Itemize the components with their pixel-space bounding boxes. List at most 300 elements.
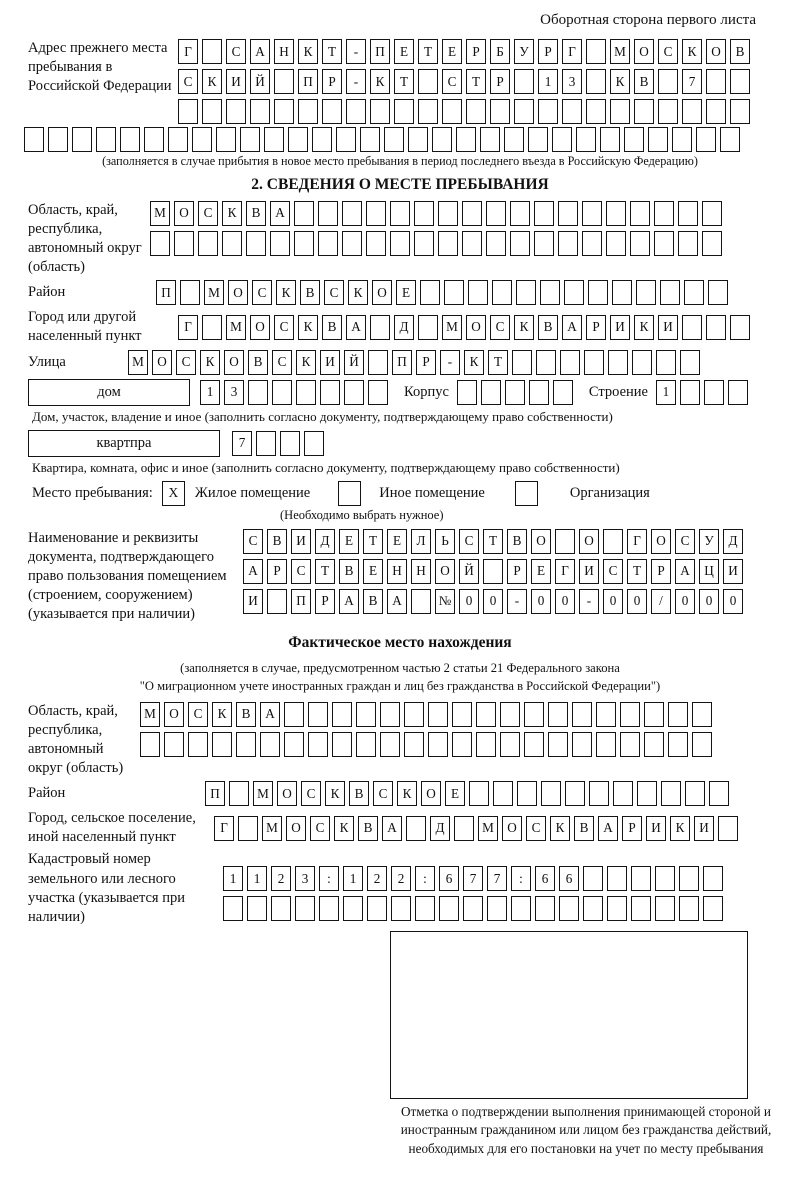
char-cell[interactable]: Д xyxy=(723,529,743,554)
char-cell[interactable] xyxy=(718,816,738,841)
char-cell[interactable]: Е xyxy=(339,529,359,554)
char-cell[interactable]: С xyxy=(658,39,678,64)
char-cell[interactable] xyxy=(510,231,530,256)
char-cell[interactable]: И xyxy=(723,559,743,584)
char-cell[interactable] xyxy=(565,781,585,806)
char-cell[interactable] xyxy=(708,280,728,305)
char-cell[interactable] xyxy=(514,69,534,94)
char-cell[interactable] xyxy=(500,702,520,727)
char-cell[interactable] xyxy=(706,99,726,124)
char-cell[interactable]: Р xyxy=(651,559,671,584)
char-cell[interactable]: И xyxy=(243,589,263,614)
char-cell[interactable] xyxy=(462,201,482,226)
char-cell[interactable] xyxy=(270,231,290,256)
char-cell[interactable]: : xyxy=(319,866,339,891)
char-cell[interactable]: 0 xyxy=(603,589,623,614)
char-cell[interactable] xyxy=(322,99,342,124)
char-cell[interactable]: К xyxy=(202,69,222,94)
char-cell[interactable] xyxy=(692,702,712,727)
char-cell[interactable] xyxy=(250,99,270,124)
char-cell[interactable]: С xyxy=(526,816,546,841)
char-cell[interactable]: Е xyxy=(442,39,462,64)
char-cell[interactable]: А xyxy=(675,559,695,584)
char-cell[interactable]: К xyxy=(334,816,354,841)
char-cell[interactable] xyxy=(294,231,314,256)
char-cell[interactable] xyxy=(342,231,362,256)
char-cell[interactable] xyxy=(672,127,692,152)
char-cell[interactable] xyxy=(730,69,750,94)
char-cell[interactable] xyxy=(318,201,338,226)
char-cell[interactable] xyxy=(661,781,681,806)
char-cell[interactable] xyxy=(613,781,633,806)
char-cell[interactable]: - xyxy=(440,350,460,375)
char-cell[interactable] xyxy=(343,896,363,921)
char-cell[interactable]: Е xyxy=(363,559,383,584)
char-cell[interactable]: Ь xyxy=(435,529,455,554)
char-cell[interactable] xyxy=(454,816,474,841)
char-cell[interactable] xyxy=(678,201,698,226)
char-cell[interactable]: - xyxy=(579,589,599,614)
char-cell[interactable]: С xyxy=(442,69,462,94)
char-cell[interactable]: И xyxy=(579,559,599,584)
char-cell[interactable]: О xyxy=(372,280,392,305)
char-cell[interactable] xyxy=(226,99,246,124)
char-cell[interactable] xyxy=(631,866,651,891)
char-cell[interactable] xyxy=(500,732,520,757)
char-cell[interactable]: 1 xyxy=(223,866,243,891)
char-cell[interactable]: 0 xyxy=(531,589,551,614)
char-cell[interactable]: 3 xyxy=(295,866,315,891)
char-cell[interactable] xyxy=(612,280,632,305)
char-cell[interactable] xyxy=(256,431,276,456)
char-cell[interactable] xyxy=(332,732,352,757)
char-cell[interactable]: Г xyxy=(178,315,198,340)
char-cell[interactable] xyxy=(180,280,200,305)
char-cell[interactable] xyxy=(296,380,316,405)
char-cell[interactable] xyxy=(236,732,256,757)
char-cell[interactable]: И xyxy=(291,529,311,554)
char-cell[interactable] xyxy=(636,280,656,305)
char-cell[interactable] xyxy=(428,702,448,727)
char-cell[interactable]: В xyxy=(300,280,320,305)
char-cell[interactable]: Е xyxy=(387,529,407,554)
char-cell[interactable]: О xyxy=(228,280,248,305)
char-cell[interactable] xyxy=(540,280,560,305)
char-cell[interactable]: - xyxy=(346,39,366,64)
char-cell[interactable]: Б xyxy=(490,39,510,64)
char-cell[interactable] xyxy=(558,231,578,256)
char-cell[interactable] xyxy=(685,781,705,806)
char-cell[interactable]: Т xyxy=(466,69,486,94)
char-cell[interactable] xyxy=(438,201,458,226)
char-cell[interactable] xyxy=(493,781,513,806)
char-cell[interactable] xyxy=(630,201,650,226)
char-cell[interactable] xyxy=(596,732,616,757)
char-cell[interactable] xyxy=(150,231,170,256)
char-cell[interactable]: - xyxy=(507,589,527,614)
char-cell[interactable] xyxy=(248,380,268,405)
char-cell[interactable]: И xyxy=(694,816,714,841)
char-cell[interactable]: М xyxy=(204,280,224,305)
char-cell[interactable]: Д xyxy=(430,816,450,841)
char-cell[interactable] xyxy=(679,896,699,921)
char-cell[interactable] xyxy=(295,896,315,921)
char-cell[interactable] xyxy=(202,39,222,64)
char-cell[interactable]: Р xyxy=(267,559,287,584)
char-cell[interactable] xyxy=(418,69,438,94)
char-cell[interactable]: 7 xyxy=(463,866,483,891)
char-cell[interactable] xyxy=(272,380,292,405)
char-cell[interactable] xyxy=(174,231,194,256)
char-cell[interactable] xyxy=(679,866,699,891)
char-cell[interactable] xyxy=(608,350,628,375)
char-cell[interactable]: В xyxy=(574,816,594,841)
char-cell[interactable]: Р xyxy=(622,816,642,841)
char-cell[interactable] xyxy=(706,69,726,94)
char-cell[interactable]: Т xyxy=(418,39,438,64)
char-cell[interactable] xyxy=(366,201,386,226)
char-cell[interactable] xyxy=(586,99,606,124)
char-cell[interactable]: С xyxy=(226,39,246,64)
char-cell[interactable]: О xyxy=(277,781,297,806)
char-cell[interactable] xyxy=(655,896,675,921)
char-cell[interactable] xyxy=(444,280,464,305)
char-cell[interactable] xyxy=(692,732,712,757)
char-cell[interactable]: В xyxy=(507,529,527,554)
char-cell[interactable]: А xyxy=(339,589,359,614)
char-cell[interactable]: : xyxy=(415,866,435,891)
char-cell[interactable]: О xyxy=(579,529,599,554)
char-cell[interactable]: О xyxy=(466,315,486,340)
char-cell[interactable]: В xyxy=(322,315,342,340)
char-cell[interactable]: В xyxy=(339,559,359,584)
char-cell[interactable]: С xyxy=(675,529,695,554)
char-cell[interactable] xyxy=(366,231,386,256)
char-cell[interactable] xyxy=(706,315,726,340)
char-cell[interactable]: 2 xyxy=(367,866,387,891)
char-cell[interactable] xyxy=(312,127,332,152)
char-cell[interactable] xyxy=(516,280,536,305)
char-cell[interactable]: О xyxy=(435,559,455,584)
char-cell[interactable] xyxy=(606,231,626,256)
char-cell[interactable]: 0 xyxy=(459,589,479,614)
char-cell[interactable]: Н xyxy=(274,39,294,64)
char-cell[interactable] xyxy=(202,315,222,340)
char-cell[interactable]: Г xyxy=(214,816,234,841)
char-cell[interactable] xyxy=(655,866,675,891)
char-cell[interactable]: О xyxy=(634,39,654,64)
char-cell[interactable]: О xyxy=(152,350,172,375)
char-cell[interactable]: О xyxy=(250,315,270,340)
char-cell[interactable] xyxy=(468,280,488,305)
char-cell[interactable]: С xyxy=(198,201,218,226)
char-cell[interactable] xyxy=(442,99,462,124)
char-cell[interactable]: С xyxy=(603,559,623,584)
char-cell[interactable] xyxy=(404,702,424,727)
char-cell[interactable]: М xyxy=(128,350,148,375)
char-cell[interactable]: Р xyxy=(538,39,558,64)
char-cell[interactable] xyxy=(452,732,472,757)
char-cell[interactable] xyxy=(408,127,428,152)
char-cell[interactable]: В xyxy=(349,781,369,806)
char-cell[interactable] xyxy=(476,732,496,757)
char-cell[interactable] xyxy=(96,127,116,152)
char-cell[interactable] xyxy=(368,380,388,405)
char-cell[interactable] xyxy=(632,350,652,375)
char-cell[interactable] xyxy=(223,896,243,921)
char-cell[interactable] xyxy=(680,380,700,405)
char-cell[interactable] xyxy=(238,816,258,841)
char-cell[interactable] xyxy=(320,380,340,405)
char-cell[interactable]: А xyxy=(250,39,270,64)
char-cell[interactable] xyxy=(404,732,424,757)
char-cell[interactable] xyxy=(457,380,477,405)
char-cell[interactable]: 6 xyxy=(559,866,579,891)
char-cell[interactable] xyxy=(538,99,558,124)
char-cell[interactable]: М xyxy=(253,781,273,806)
char-cell[interactable]: Е xyxy=(396,280,416,305)
char-cell[interactable]: 3 xyxy=(562,69,582,94)
char-cell[interactable] xyxy=(198,231,218,256)
char-cell[interactable]: К xyxy=(348,280,368,305)
char-cell[interactable] xyxy=(607,866,627,891)
char-cell[interactable] xyxy=(512,350,532,375)
char-cell[interactable]: Т xyxy=(363,529,383,554)
char-cell[interactable]: Г xyxy=(178,39,198,64)
char-cell[interactable]: И xyxy=(646,816,666,841)
char-cell[interactable] xyxy=(463,896,483,921)
char-cell[interactable] xyxy=(589,781,609,806)
char-cell[interactable] xyxy=(370,315,390,340)
char-cell[interactable] xyxy=(490,99,510,124)
char-cell[interactable]: С xyxy=(301,781,321,806)
char-cell[interactable] xyxy=(600,127,620,152)
char-cell[interactable] xyxy=(318,231,338,256)
char-cell[interactable]: С xyxy=(243,529,263,554)
char-cell[interactable]: 0 xyxy=(699,589,719,614)
char-cell[interactable] xyxy=(535,896,555,921)
checkbox-inoe[interactable] xyxy=(338,481,361,506)
char-cell[interactable]: С xyxy=(373,781,393,806)
char-cell[interactable] xyxy=(560,350,580,375)
char-cell[interactable] xyxy=(553,380,573,405)
char-cell[interactable]: О xyxy=(174,201,194,226)
char-cell[interactable]: А xyxy=(598,816,618,841)
char-cell[interactable]: У xyxy=(699,529,719,554)
char-cell[interactable] xyxy=(702,201,722,226)
char-cell[interactable] xyxy=(264,127,284,152)
char-cell[interactable]: Р xyxy=(586,315,606,340)
char-cell[interactable]: О xyxy=(164,702,184,727)
char-cell[interactable] xyxy=(584,350,604,375)
char-cell[interactable]: С xyxy=(490,315,510,340)
char-cell[interactable]: М xyxy=(226,315,246,340)
char-cell[interactable]: У xyxy=(514,39,534,64)
char-cell[interactable]: М xyxy=(262,816,282,841)
char-cell[interactable]: К xyxy=(222,201,242,226)
char-cell[interactable]: О xyxy=(286,816,306,841)
char-cell[interactable] xyxy=(510,201,530,226)
char-cell[interactable]: Р xyxy=(466,39,486,64)
char-cell[interactable] xyxy=(728,380,748,405)
char-cell[interactable] xyxy=(536,350,556,375)
char-cell[interactable] xyxy=(528,127,548,152)
char-cell[interactable]: К xyxy=(670,816,690,841)
char-cell[interactable]: А xyxy=(346,315,366,340)
char-cell[interactable] xyxy=(644,732,664,757)
char-cell[interactable] xyxy=(438,231,458,256)
char-cell[interactable]: 1 xyxy=(656,380,676,405)
char-cell[interactable] xyxy=(481,380,501,405)
char-cell[interactable] xyxy=(432,127,452,152)
char-cell[interactable] xyxy=(696,127,716,152)
char-cell[interactable] xyxy=(576,127,596,152)
char-cell[interactable]: 6 xyxy=(535,866,555,891)
char-cell[interactable]: К xyxy=(296,350,316,375)
char-cell[interactable]: С xyxy=(459,529,479,554)
char-cell[interactable]: Е xyxy=(445,781,465,806)
char-cell[interactable] xyxy=(420,280,440,305)
char-cell[interactable] xyxy=(658,99,678,124)
char-cell[interactable]: К xyxy=(610,69,630,94)
char-cell[interactable] xyxy=(308,732,328,757)
char-cell[interactable]: А xyxy=(243,559,263,584)
char-cell[interactable]: С xyxy=(188,702,208,727)
char-cell[interactable] xyxy=(730,315,750,340)
char-cell[interactable] xyxy=(240,127,260,152)
char-cell[interactable]: Т xyxy=(488,350,508,375)
char-cell[interactable] xyxy=(702,231,722,256)
char-cell[interactable] xyxy=(342,201,362,226)
char-cell[interactable] xyxy=(229,781,249,806)
char-cell[interactable]: 2 xyxy=(391,866,411,891)
char-cell[interactable] xyxy=(583,896,603,921)
char-cell[interactable] xyxy=(517,781,537,806)
char-cell[interactable]: Л xyxy=(411,529,431,554)
char-cell[interactable] xyxy=(654,231,674,256)
char-cell[interactable] xyxy=(390,201,410,226)
char-cell[interactable] xyxy=(720,127,740,152)
char-cell[interactable] xyxy=(212,732,232,757)
char-cell[interactable]: О xyxy=(224,350,244,375)
char-cell[interactable]: 7 xyxy=(682,69,702,94)
char-cell[interactable] xyxy=(610,99,630,124)
char-cell[interactable]: К xyxy=(276,280,296,305)
checkbox-organizatsiya[interactable] xyxy=(515,481,538,506)
char-cell[interactable]: В xyxy=(634,69,654,94)
char-cell[interactable] xyxy=(703,896,723,921)
char-cell[interactable]: 0 xyxy=(627,589,647,614)
char-cell[interactable] xyxy=(562,99,582,124)
char-cell[interactable] xyxy=(660,280,680,305)
char-cell[interactable]: 0 xyxy=(483,589,503,614)
char-cell[interactable] xyxy=(620,702,640,727)
char-cell[interactable]: А xyxy=(382,816,402,841)
char-cell[interactable] xyxy=(288,127,308,152)
char-cell[interactable] xyxy=(582,231,602,256)
char-cell[interactable] xyxy=(534,231,554,256)
char-cell[interactable]: 1 xyxy=(247,866,267,891)
char-cell[interactable]: О xyxy=(706,39,726,64)
char-cell[interactable] xyxy=(588,280,608,305)
char-cell[interactable]: О xyxy=(651,529,671,554)
char-cell[interactable] xyxy=(586,69,606,94)
char-cell[interactable] xyxy=(534,201,554,226)
char-cell[interactable] xyxy=(356,702,376,727)
char-cell[interactable] xyxy=(120,127,140,152)
char-cell[interactable] xyxy=(529,380,549,405)
char-cell[interactable] xyxy=(524,732,544,757)
char-cell[interactable]: О xyxy=(502,816,522,841)
char-cell[interactable] xyxy=(178,99,198,124)
char-cell[interactable] xyxy=(682,99,702,124)
char-cell[interactable]: № xyxy=(435,589,455,614)
char-cell[interactable] xyxy=(654,201,674,226)
char-cell[interactable] xyxy=(72,127,92,152)
char-cell[interactable] xyxy=(466,99,486,124)
char-cell[interactable]: О xyxy=(531,529,551,554)
char-cell[interactable]: 7 xyxy=(232,431,252,456)
char-cell[interactable] xyxy=(48,127,68,152)
char-cell[interactable] xyxy=(452,702,472,727)
char-cell[interactable] xyxy=(360,127,380,152)
char-cell[interactable] xyxy=(572,732,592,757)
char-cell[interactable]: Т xyxy=(394,69,414,94)
char-cell[interactable]: А xyxy=(562,315,582,340)
char-cell[interactable] xyxy=(483,559,503,584)
char-cell[interactable]: Й xyxy=(459,559,479,584)
char-cell[interactable]: 0 xyxy=(555,589,575,614)
char-cell[interactable] xyxy=(406,816,426,841)
char-cell[interactable]: М xyxy=(150,201,170,226)
char-cell[interactable] xyxy=(487,896,507,921)
char-cell[interactable] xyxy=(280,431,300,456)
char-cell[interactable]: В xyxy=(267,529,287,554)
char-cell[interactable]: В xyxy=(236,702,256,727)
char-cell[interactable] xyxy=(344,380,364,405)
char-cell[interactable] xyxy=(469,781,489,806)
char-cell[interactable]: К xyxy=(464,350,484,375)
char-cell[interactable]: С xyxy=(178,69,198,94)
char-cell[interactable]: А xyxy=(387,589,407,614)
char-cell[interactable] xyxy=(415,896,435,921)
char-cell[interactable]: М xyxy=(442,315,462,340)
char-cell[interactable]: 0 xyxy=(675,589,695,614)
char-cell[interactable] xyxy=(658,69,678,94)
char-cell[interactable] xyxy=(294,201,314,226)
char-cell[interactable] xyxy=(607,896,627,921)
char-cell[interactable] xyxy=(164,732,184,757)
char-cell[interactable] xyxy=(559,896,579,921)
char-cell[interactable]: В xyxy=(358,816,378,841)
char-cell[interactable]: Г xyxy=(555,559,575,584)
char-cell[interactable]: К xyxy=(514,315,534,340)
char-cell[interactable] xyxy=(319,896,339,921)
char-cell[interactable] xyxy=(709,781,729,806)
char-cell[interactable]: 0 xyxy=(723,589,743,614)
char-cell[interactable] xyxy=(505,380,525,405)
char-cell[interactable] xyxy=(558,201,578,226)
char-cell[interactable] xyxy=(476,702,496,727)
char-cell[interactable]: В xyxy=(730,39,750,64)
char-cell[interactable]: И xyxy=(658,315,678,340)
char-cell[interactable] xyxy=(274,69,294,94)
char-cell[interactable] xyxy=(603,529,623,554)
char-cell[interactable]: В xyxy=(246,201,266,226)
char-cell[interactable] xyxy=(414,201,434,226)
char-cell[interactable] xyxy=(168,127,188,152)
char-cell[interactable]: В xyxy=(363,589,383,614)
